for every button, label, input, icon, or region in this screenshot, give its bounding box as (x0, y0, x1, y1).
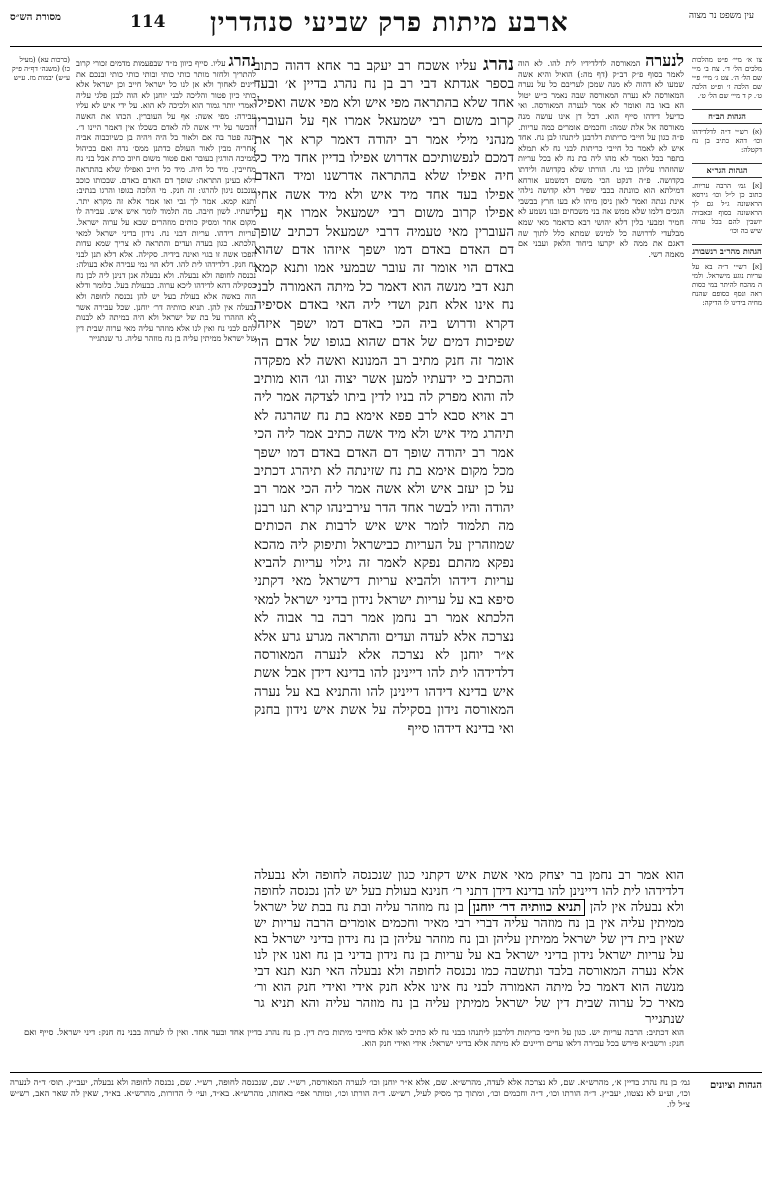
ein-mishpat-notes: צו א׳ מיי׳ פ״ט מהלכות מלכים הל׳ ד׳. צח ב׳ מ״י שם הל׳ ה׳. צט ג׳ מיי׳ פ״י שם הלכה ז׳ ופ״ט הלכה ט׳. ק ד מיי׳ שם הל׳ ט׳. (692, 56, 762, 100)
gemara-continuation: עריות דידהו ולהביא עריות דישראל מאי דקתני סיפא בא על עריות ישראל נידון בדיני ישראל למאי הלכתא אמר רב נחמן אמר רבה בר אבוה לא נצרכה אלא לעדה ועדים והתראה מגרע גרע אלא א״ר יוחנן לא נצרכה אלא לנערה המאורסה דלדידהו לית להו דיינינן להו בדינא דידן אבל אשת איש בדינא דידהו דיינינן להו והתניא בא על נערה המאורסה נידון בסקילה על אשת איש נידון בחנק ואי בדינא דידהו סייף (254, 573, 514, 737)
footer-commentary: הוא דכתיב: הרבה עריות יש. כגון על חייבי כריתות דלרבנן ליתנהו בבני נח לא כתיב לאו אלא בחייבי מיתות בית דין. בן נח נהרג בדיין אחד ובעד אחד. ואין לו לערוה בבני נח חנק: דיני ישראל. סייף ואם חנק: ורשב״א פירש בכל עבירה דלאו עדים ודיינים לא מיתה אלא בדיני ישראל: אידי ואידי חנק הוא. (24, 1028, 684, 1049)
hagahot-vetziyunim-label: הגהות וציונים (709, 1080, 762, 1091)
hagahot-maharab-label: הגהות מהר״ב רנשבורג (692, 244, 762, 259)
boxed-tania-kevateih: תניא כוותיה דר׳ יוחנן (469, 899, 586, 916)
gemara-body: עליו אשכח רב יעקב בר אחא דהוה כתוב בספר אגדתא דבי רב בן נח נהרג בדיין א׳ ובעד אחד שלא בהתראה מפי איש ולא מפי אשה ואפילו קרוב משום רבי ישמעאל אמרו אף על העוברין מנהני מילי אמר רב יהודה דאמר קרא אך את דמכם לנפשותיכם אדרוש אפילו בדיין אחד מיד כל חיה אפילו שלא בהתראה אדרשנו ומיד האדם אפילו בעד אחד מיד איש ולא מיד אשה אחיו אפילו קרוב משום רבי ישמעאל אמרו אף על העוברין מאי טעמיה דרבי ישמעאל דכתיב שופך דם האדם באדם דמו ישפך איזהו אדם שהוא באדם הוי אומר זה עובר שבמעי אמו ותנא קמא תנא דבי מנשה הוא דאמר כל מיתה האמורה לבני נח אינו אלא חנק ושדי ליה האי באדם אסיפיה דקרא ודרוש ביה הכי באדם דמו ישפך איזהו שפיכות דמים של אדם שהוא בגופו של אדם הוי אומר זה חנק מתיב רב המנונא ואשה לא מפקדה והכתיב כי ידעתיו למען אשר יצוה וגו׳ הוא מותיב לה והוא מפרק לה בניו לדין ביתו לצדקה אמר ליה רב אויא סבא לרב פפא אימא בת נח שהרגה לא תיהרג מיד איש ולא מיד אשה כתיב אמר ליה הכי אמר רב יהודה שופך דם האדם באדם דמו ישפך מכל מקום אימא בת נח שזינתה לא תיהרג דכתיב על כן יעזב איש ולא אשה אמר ליה הכי אמר רב יהודה והיו לבשר אחד הדר עירבינהו קרא תנו רבנן מה תלמוד לומר איש איש לרבות את הכותים שמוזהרין על העריות כבישראל ותיפוק ליה מהכא נפקא מהתם נפקא לאמר זה גילוי עריות להביא (254, 58, 514, 571)
header-divider (10, 46, 762, 47)
gemara-lower-text (254, 868, 685, 1027)
hagahot-hagra-text: [א] גמ׳ הרבה עריות. כתוב כן ל״ל וכו׳ גירסא הראשונה ג״ל גם לך הראשונה בסוף ובאבזיה יושבין להם בכל ערוה שיש בה וכו׳ (692, 182, 762, 235)
hagahot-habach-text: (א) רש״י ד״ה לדלדידהו וכו׳ דהא כתיב בן נח דקטלה: (692, 128, 762, 154)
gemara-lower-part2: בן נח מוזהר עליה ובת נח בבת של ישראל ממיתין עליה אין בן נח מוזהר עליה דברי רבי מאיר וחכמים אומרים הרבה עריות יש שאין בית דין של ישראל ממיתין עליהן ובן נח מוזהר עליהן בן נח נידון בדיני ישראל בא על עריות ישראל נידון בדיני ישראל בא על עריות בן נח נידון בדיני בן נח ואנו אין לנו אלא נערה המאורסה בלבד ונתשבה כמו נכנסה לחופה ולא נבעלה האי תנא תנא דבי מנשה הוא דאמר כל מיתה האמורה לבני נח אינו אלא חנק אידי ואידי חנק הוא ור׳ מאיר כל ערוה שבית דין של ישראל ממיתין עליה בן נח מוזהר עליה והא תניא גר שנתגייר (254, 900, 684, 1027)
page-title: ארבע מיתות פרק שביעי סנהדרין (210, 8, 569, 38)
footer-divider (10, 1072, 762, 1073)
tosafot-opening-word: נהרג (228, 51, 257, 70)
tosafot-commentary (76, 51, 257, 1066)
gemara-lower-part1: הוא אמר רב נחמן בר יצחק מאי אשת איש דקתני כגון שנכנסה לחופה ולא נבעלה דלדידהו לית להו דיינינן להו בדינא דידן דתני ר׳ חנינא בעולת בעל יש להן נכנסה לחופה ולא נבעלה אין להן (254, 868, 685, 915)
hagahot-maharab-text: [א] רש״י ד״ה בא על עריות נוגע מישראל. ולמי ה מהכח להיתר במי כסות ראה ונסף כסופם שהנח מחיה בידינו לו הדיקה: (692, 263, 762, 307)
rashi-commentary (518, 51, 685, 866)
hagahot-habach-label: הגהות הב״ח (692, 109, 762, 124)
left-margin (10, 56, 70, 1056)
gemara-main-text (254, 56, 514, 866)
rashi-opening-word: לנערה (645, 51, 685, 70)
right-margin (692, 56, 762, 1056)
gemara-opening-word: נהרג (483, 54, 514, 75)
ein-mishpat-label: עין משפט נר מצוה (688, 11, 754, 21)
masoret-hashas-notes: (ברכות עא) (מעיל כו) (משנה׳ דף״ה פ״ק ע״ש) יבמות מז. ע״ש (11, 56, 70, 82)
masoret-label: מסורת הש״ס (10, 12, 61, 23)
page-number: 114 (130, 12, 166, 32)
rashi-text: המאורסה לדלדידיו לית להו. לא הוה לאמר בסוף פ״ק דב״ק (דף מה:) הואיל והיא אשה שמעו לא דהוה לא מנה שמכן לעריבם כל על נערה המאורסה לא נערה המאורסה שבה נאמר כ״ש יטול הא באו בה ואומר לא אמר לנערה המאורסה. ואי כדיעל דידהו סייף הוא. דבל דן אינו עושה מנה מאורסה אל אלת שמה: וחכמים אומרים כמה עריות. פ״ה כגון על חייבי כריתות דלרבנן ליתנהו לבן נח. אחד איש לא לאמר כל חייבי כריתות לבני נח לא תמלא בתפר בכל ואמר לא מהו ליה בת נח לא בכל עריות שהוזהרו עליהן בני נח. הורתו שלא בקדושה ולידתו בקדושה. פ״ה דנקט הכי משום דמשמע אורחא דמילתא הוא כוונתה בכבי שפיר דלא קדושה נילהי אינת גנתה ואמר לאון ניסן מיהו לא בעו חרץ בבשבי הגכים דלמו שלא ממש אה בני משבחים ובנו נשמע לא חמיר ומבעי בלין דלא יהושי רבא כדאמר מאי שמא מבלעדי לדרושה כל למינש שמתא כלל לתוך שה דאגם את ממה לא יקרעו ביחוד הלאק ועבני אם מאמה רשי. (518, 59, 684, 259)
hagahot-vetziyunim-text: גמ׳ בן נח נהרג בדיין א׳, מהרש״א. שם, לא נצרכה אלא לעדה, מהרש״א. שם, אלא א״ר יוחנן וכו׳ לנערה המאורסה, רש״י. שם, שנכנסה לחופה, רש״י. שם, נכנסה לחופה ולא נבעלה, יעב״ץ. תוס׳ ד״ה לנערה וכו׳, וע״ע לא נצטוו, יעב״ץ. ד״ה הורתו וכו׳, ד״ה וחכמים וכו׳, ומתוך כך מסיק לעיל, רש״ש. ד״ה הורתו וכו׳, ומותר אפי׳ באחותו, מהרש״א. בא״ד, ועי׳ ל׳ הדורות, מהרש״א. בא״ד, שאין לה שאר האב, רש״ש צ״ל לו. (10, 1078, 690, 1110)
hagahot-hagra-label: הגהות הגר״א (692, 163, 762, 178)
tosafot-text: עליו. סייף כיוון מ״ד שבפעמות מדמים זכורי קרוב להתריך ולחזר מותר כותי כותי ובותי כותי כותי ובנכם את דינים לאחוך ולא אן לנו כל ישראל חייב וכן ישראל אלא כותי כיון פטור והליכה לבני יוחנן לא הוה לבנן פלגי עליה ואמרי יותר גמור הוא ולכיכה לא הוא. על ידי איש לא עליו עבירה: מפי אשה: אף על העוברין. הכהו את האשה והכשר על ידי אשה לה לאדם כשכלו אין דאמר היינו ד׳. הנה פטר בה אם ולאור בל היה ויהיה בן כשיוכבוה אביה אחריה מבין לאור העולם כדתנן ממס׳ נדה ואם בכיהול ממיכה הורגין בעובר ואם פטור משום חיוב כרת אבל בני נח מחייבין. מיד כל חיה. מיד כל חייב ואפילו שלא בהתראה דלא בעינן התראה: שופך דם האדם באדם. שבכותו כוכב שנכנס ניגון להרגו: זה חנק. מי הלוכה בגופו והרגו בנתיב: ותנא קמא. אמר לך גבי ואו אמר אלא זה מקרא יתר. ידעתיו. לשון חיבה. מה תלמוד לומר איש איש. עבירה לו מקום אחר ומסיק כותים מוזהרים שבא על ערוה ישראל. עריות דידהו. עריות דבני נח. נידון בדיני ישראל למאי הלכתא. כגון בעדה ועדים והתראה לא צריך שמא עדות הפכו אשה זו בגוי ואינה בידיה. סקילה. אלא דלא תנן לבני נח חנק. דלדידהו לית להו. דלא הוי נמי עבירה אלא בעולה: נכנסה לחופה ולא נבעלה. ולא נבעלה אנן דנינן ליה לבן נח בסקילה דהא לדידהו ליכא ערוה. כבעולת בעל. כלומר ודלא הוה באשה אלא בעולת בעל יש להן נכנסה לחופה ולא נבעלה אין להן. תניא כוותיה דר׳ יוחנן. שכל עבירה אשר לא הוזהרו על בת של ישראל ולא היה במיתה לא לבנות להם לבני נח ואין לנו אלא מוזהר עליה מאי ערוה שבית דין של ישראל ממיתין עליה בן נח מוזהר עליה. גר שנתגייר (76, 59, 256, 344)
